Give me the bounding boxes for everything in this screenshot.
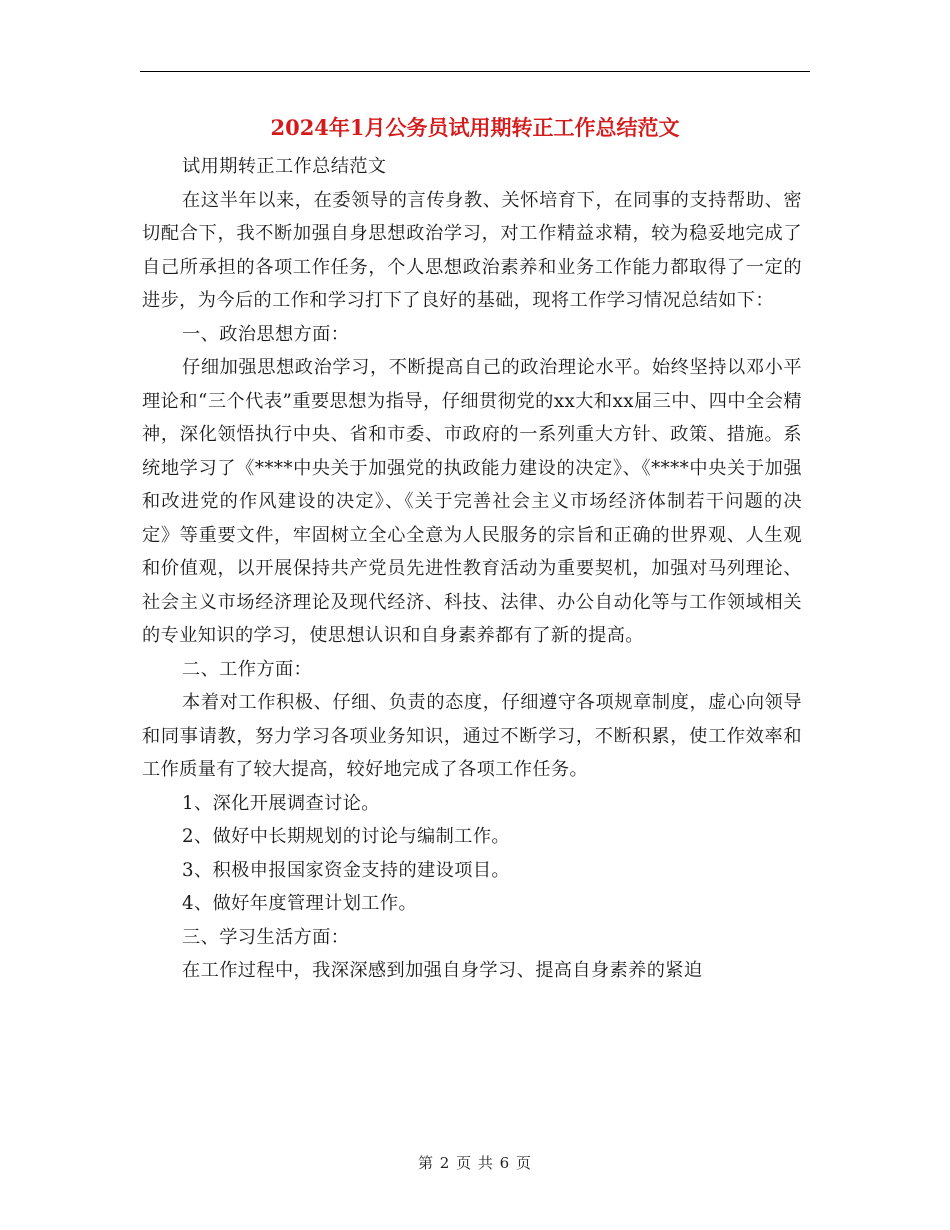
document-body <box>142 150 802 988</box>
paragraph-political: 仔细加强思想政治学习，不断提高自己的政治理论水平。始终坚持以邓小平理论和“三个代表”重要思想为指导，仔细贯彻党的xx大和xx届三中、四中全会精神，深化领悟执行中央、省和市委、市政府的一系列重大方针、政策、措施。系统地学习了《****中央关于加强党的执政能力建设的决定》、《****中央关于加强和改进党的作风建设的决定》、《关于完善社会主义市场经济体制若干问题的决定》等重要文件，牢固树立全心全意为人民服务的宗旨和正确的世界观、人生观和价值观，以开展保持共产党员先进性教育活动为重要契机，加强对马列理论、社会主义市场经济理论及现代经济、科技、法律、办公自动化等与工作领域相关的专业知识的学习，使思想认识和自身素养都有了新的提高。 <box>142 357 802 646</box>
list-item-1: 1、深化开展调查讨论。 <box>182 792 380 814</box>
paragraph-intro: 在这半年以来，在委领导的言传身教、关怀培育下，在同事的支持帮助、密切配合下，我不断加强自身思想政治学习，对工作精益求精，较为稳妥地完成了自己所承担的各项工作任务，个人思想政治素养和业务工作能力都取得了一定的进步，为今后的工作和学习打下了良好的基础，现将工作学习情况总结如下： <box>142 189 802 311</box>
document-title: 2024年1月公务员试用期转正工作总结范文 <box>270 115 680 140</box>
paragraph-work: 本着对工作积极、仔细、负责的态度，仔细遵守各项规章制度，虚心向领导和同事请教，努力学习各项业务知识，通过不断学习，不断积累，使工作效率和工作质量有了较大提高，较好地完成了各项工作任务。 <box>142 692 802 780</box>
list-item-2: 2、做好中长期规划的讨论与编制工作。 <box>182 826 510 847</box>
paragraph-study: 在工作过程中，我深深感到加强自身学习、提高自身素养的紧迫 <box>182 960 703 981</box>
paragraph-subtitle: 试用期转正工作总结范文 <box>182 156 387 177</box>
page-number: 第 2 页 共 6 页 <box>418 1154 532 1172</box>
list-item-3: 3、积极申报国家资金支持的建设项目。 <box>182 859 510 881</box>
section-heading-study: 三、学习生活方面： <box>182 926 350 948</box>
list-item-4: 4、做好年度管理计划工作。 <box>182 893 418 914</box>
section-heading-work: 二、工作方面： <box>182 658 313 680</box>
section-heading-political: 一、政治思想方面： <box>182 323 350 345</box>
header-rule <box>140 71 810 72</box>
